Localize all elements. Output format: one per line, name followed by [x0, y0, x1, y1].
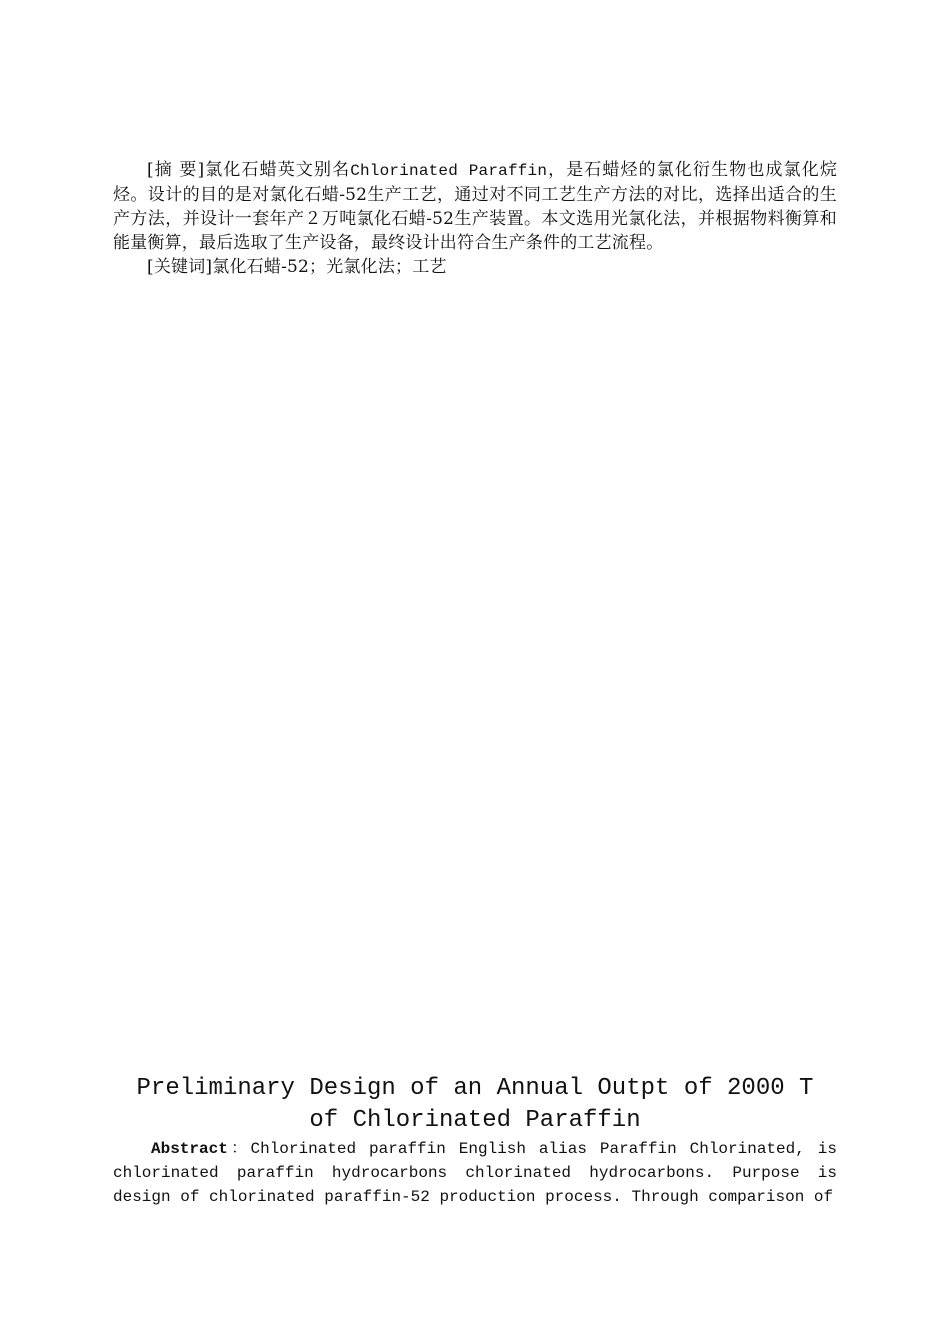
english-abstract-text: Chlorinated paraffin English alias Paraffin Chlorinated, is chlorinated paraffin hydrocarbons chlorinated hydrocarbons. Purpose is design of chlorinated paraffin-52 production process. Through comparison of — [113, 1140, 837, 1206]
chinese-abstract-text-rest: ，是石蜡烃的氯化衍生物也成氯化烷烃。设计的目的是对氯化石蜡-52生产工艺，通过对不同工艺生产方法的对比，选择出适合的生产方法，并设计一套年产２万吨氯化石蜡-52生产装置。本文选用光氯化法，并根据物料衡算和能量衡算，最后选取了生产设备，最终设计出符合生产条件的工艺流程。 — [113, 160, 838, 253]
chinese-abstract-english-term: Chlorinated Paraffin — [350, 162, 548, 180]
chinese-abstract-label: [摘 要] — [147, 160, 205, 180]
english-abstract-separator: ： — [227, 1140, 251, 1158]
chinese-abstract-paragraph — [113, 158, 837, 255]
english-title-line-1: Preliminary Design of an Annual Outpt of 2000 T — [136, 1075, 814, 1102]
english-abstract-paragraph — [113, 1137, 837, 1209]
chinese-keywords-label: [关键词] — [147, 257, 213, 277]
chinese-abstract-text-start: 氯化石蜡英文别名 — [204, 160, 351, 180]
english-title — [113, 1073, 837, 1137]
english-abstract-label: Abstract — [151, 1140, 228, 1158]
chinese-keywords-text: 氯化石蜡-52；光氯化法；工艺 — [212, 257, 447, 277]
chinese-abstract-section — [113, 158, 837, 279]
english-title-line-2: of Chlorinated Paraffin — [309, 1107, 641, 1134]
chinese-keywords-paragraph — [113, 255, 837, 279]
